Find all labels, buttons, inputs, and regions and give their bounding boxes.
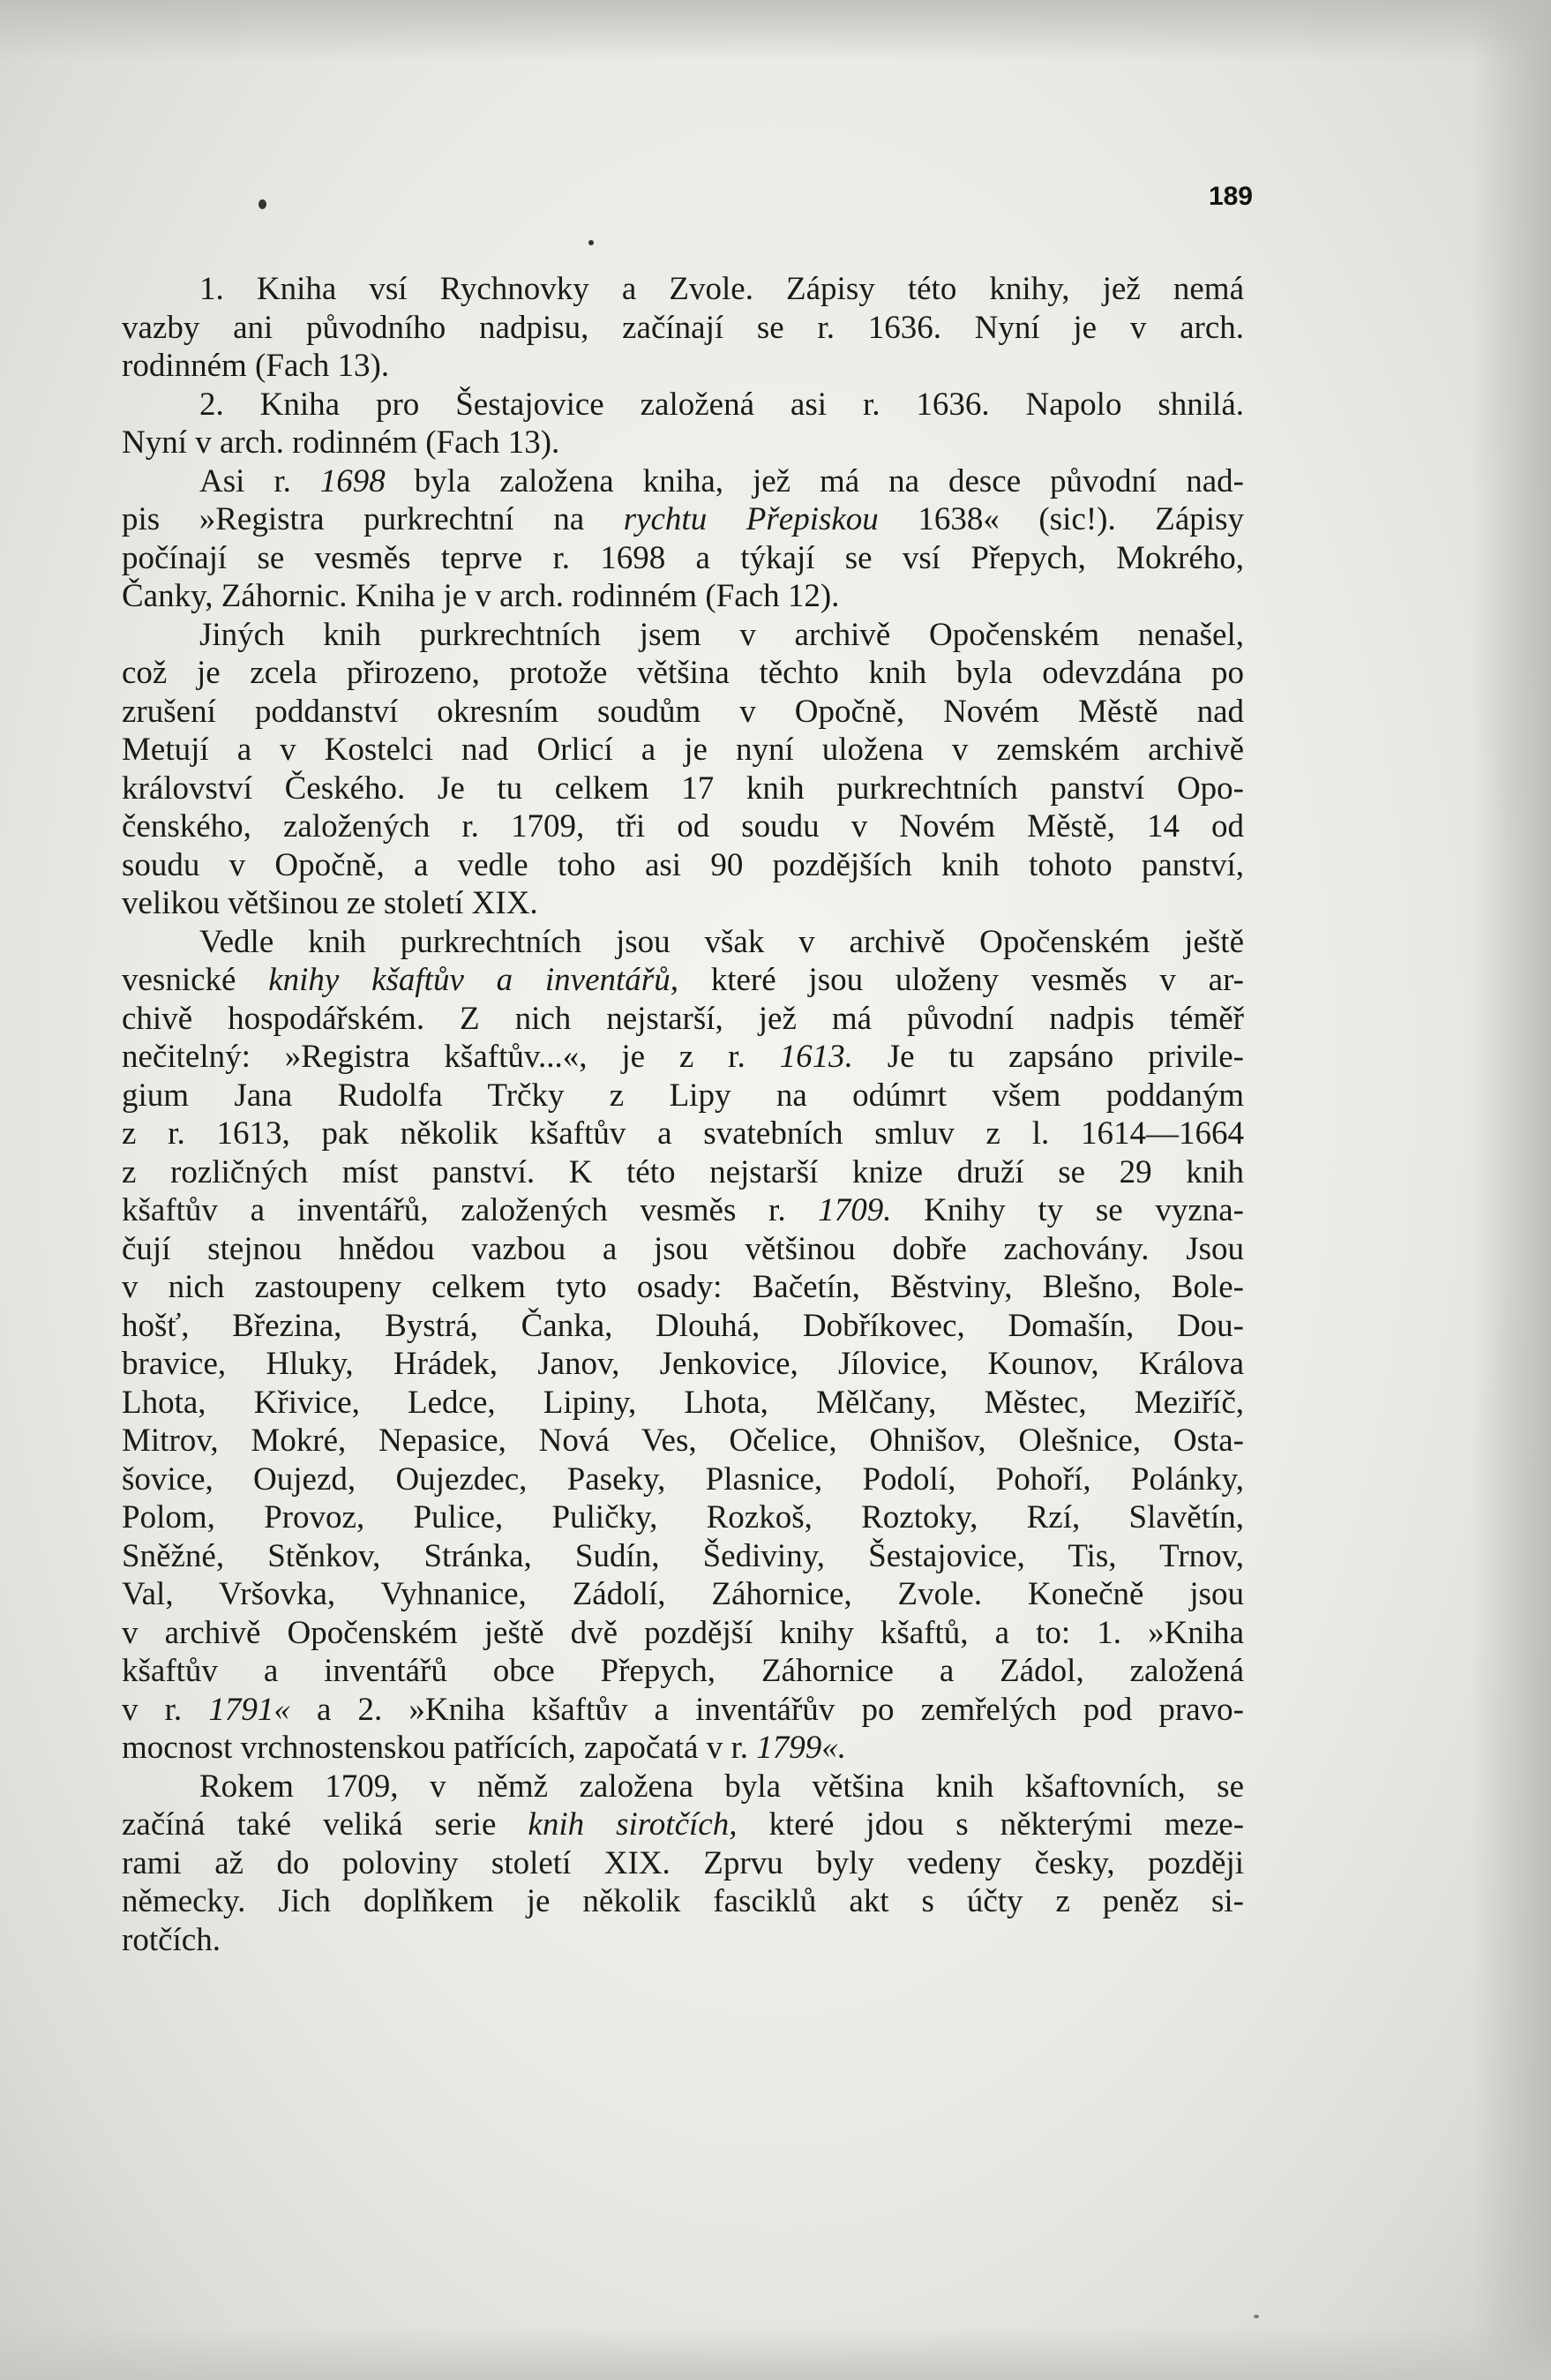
text-line: v nich zastoupeny celkem tyto osady: Bačetín, Běstviny, Blešno, Bole- — [122, 1269, 1244, 1305]
text-segment: v r. — [122, 1691, 209, 1728]
text-line: hošť, Březina, Bystrá, Čanka, Dlouhá, Dobříkovec, Domašín, Dou- — [122, 1307, 1244, 1344]
text-segment: byla založena kniha, jež má na desce původní nad- — [385, 462, 1244, 499]
text-line: velikou většinou ze století XIX. — [122, 885, 538, 921]
text-line — [122, 961, 1244, 1000]
text-line — [122, 462, 1244, 501]
text-segment: pis »Registra purkrechtní na — [122, 501, 624, 537]
text-line: zrušení poddanství okresním soudům v Opočně, Novém Městě nad — [122, 693, 1244, 730]
text-line: rotčích. — [122, 1921, 221, 1958]
text-segment: které jsou uloženy vesměs v ar- — [678, 962, 1244, 998]
text-segment: kšaftův a inventářů, založených vesměs r. — [122, 1192, 819, 1228]
text-line: Lhota, Křivice, Ledce, Lipiny, Lhota, Mělčany, Městec, Meziříč, — [122, 1384, 1244, 1421]
italic-text: 1613. — [779, 1039, 853, 1075]
paragraph-p5 — [122, 923, 1244, 1768]
text-segment: Knihy ty se vyzna- — [891, 1192, 1244, 1228]
text-line: 2. Kniha pro Šestajovice založená asi r. 1636. Napolo shnilá. — [199, 386, 1244, 423]
text-line: počínají se vesměs teprve r. 1698 a týkají se vsí Přepych, Mokrého, — [122, 539, 1244, 576]
text-line: šovice, Oujezd, Oujezdec, Paseky, Plasnice, Podolí, Pohoří, Polánky, — [122, 1460, 1244, 1498]
text-line: čenského, založených r. 1709, tři od soudu v Novém Městě, 14 od — [122, 808, 1244, 845]
scan-shadow-right — [1472, 0, 1551, 2380]
text-line — [122, 1806, 1244, 1844]
text-line: Jiných knih purkrechtních jsem v archivě Opočenském nenašel, — [199, 616, 1244, 653]
text-line: z r. 1613, pak několik kšaftův a svatebních smluv z l. 1614—1664 — [122, 1115, 1244, 1152]
text-segment: začíná také veliká serie — [122, 1806, 528, 1843]
text-segment: nečitelný: »Registra kšaftův...«, je z r. — [122, 1039, 780, 1075]
page-number: 189 — [1208, 182, 1253, 211]
italic-text: 1799«. — [756, 1730, 846, 1766]
text-line: v archivě Opočenském ještě dvě pozdější knihy kšaftů, a to: 1. »Kniha — [122, 1614, 1244, 1651]
text-line: gium Jana Rudolfa Trčky z Lipy na odúmrt všem poddaným — [122, 1077, 1244, 1114]
ink-speck — [1254, 2315, 1259, 2318]
text-line: německy. Jich doplňkem je několik fasciklů akt s účty z peněz si- — [122, 1883, 1244, 1919]
text-segment: a 2. »Kniha kšaftův a inventářův po zemřelých pod pravo- — [289, 1691, 1244, 1728]
text-line — [122, 1191, 1244, 1230]
text-line: Val, Vršovka, Vyhnanice, Zádolí, Záhornice, Zvole. Konečně jsou — [122, 1576, 1244, 1612]
text-segment: vesnické — [122, 962, 269, 998]
text-line: Mitrov, Mokré, Nepasice, Nová Ves, Očelice, Ohnišov, Olešnice, Osta- — [122, 1423, 1244, 1459]
text-line: čují stejnou hnědou vazbou a jsou většinou dobře zachovány. Jsou — [122, 1230, 1244, 1267]
paragraph-p3 — [122, 462, 1244, 616]
text-line: Rokem 1709, v němž založena byla většina knih kšaftovních, se — [199, 1768, 1244, 1805]
text-line: Čanky, Záhornic. Kniha je v arch. rodinném (Fach 12). — [122, 578, 840, 614]
text-line: rodinném (Fach 13). — [122, 348, 390, 384]
text-line — [122, 1038, 1244, 1077]
text-segment: 1638« (sic!). Zápisy — [878, 501, 1244, 537]
text-line: Polom, Provoz, Pulice, Puličky, Rozkoš, Roztoky, Rzí, Slavětín, — [122, 1499, 1244, 1535]
text-line: Sněžné, Stěnkov, Stránka, Sudín, Šediviny, Šestajovice, Tis, Trnov, — [122, 1537, 1244, 1574]
text-line: kšaftův a inventářů obce Přepych, Záhornice a Zádol, založená — [122, 1653, 1244, 1689]
text-line: soudu v Opočně, a vedle toho asi 90 pozdějších knih tohoto panství, — [122, 846, 1244, 883]
text-line: vazby ani původního nadpisu, začínají se r. 1636. Nyní je v arch. — [122, 309, 1244, 346]
text-line — [122, 500, 1244, 539]
text-line: 1. Kniha vsí Rychnovky a Zvole. Zápisy této knihy, jež nemá — [199, 271, 1244, 307]
text-line: Vedle knih purkrechtních jsou však v archivě Opočenském ještě — [199, 923, 1244, 960]
text-line: chivě hospodářském. Z nich nejstarší, jež má původní nadpis téměř — [122, 1000, 1244, 1037]
italic-text: 1709. — [818, 1192, 892, 1228]
paragraph-p6 — [122, 1768, 1244, 1960]
italic-text: 1791« — [208, 1691, 290, 1728]
ink-speck — [258, 199, 266, 209]
text-line: rami až do poloviny století XIX. Zprvu byly vedeny česky, později — [122, 1844, 1244, 1881]
scan-shadow-top — [0, 0, 1551, 62]
ink-speck — [588, 240, 594, 245]
text-line: což je zcela přirozeno, protože většina těchto knih byla odevzdána po — [122, 655, 1244, 691]
italic-text: knihy kšaftův a inventářů, — [268, 962, 678, 998]
text-line — [122, 1691, 1244, 1730]
paragraph-p4 — [122, 616, 1244, 923]
text-segment: Je tu zapsáno privile- — [852, 1039, 1244, 1075]
text-segment: mocnost vrchnostenskou patřících, započatá v r. — [122, 1730, 757, 1766]
text-segment: které jdou s některými meze- — [737, 1806, 1244, 1843]
italic-text: knih sirotčích, — [528, 1806, 738, 1843]
text-segment: Asi r. — [199, 462, 320, 499]
text-line: Metují a v Kostelci nad Orlicí a je nyní uložena v zemském archivě — [122, 732, 1244, 768]
body-text — [122, 270, 1244, 1959]
scan-shadow-bottom — [0, 2327, 1551, 2380]
text-line: království Českého. Je tu celkem 17 knih purkrechtních panství Opo- — [122, 770, 1244, 807]
italic-text: rychtu Přepiskou — [623, 501, 879, 537]
text-line: bravice, Hluky, Hrádek, Janov, Jenkovice, Jílovice, Kounov, Králova — [122, 1346, 1244, 1382]
paragraph-p2 — [122, 386, 1244, 462]
text-line: z rozličných míst panství. K této nejstarší knize druží se 29 knih — [122, 1153, 1244, 1190]
text-line: Nyní v arch. rodinném (Fach 13). — [122, 424, 560, 461]
paragraph-p1 — [122, 270, 1244, 386]
text-line — [122, 1729, 1244, 1768]
italic-text: 1698 — [319, 462, 386, 499]
